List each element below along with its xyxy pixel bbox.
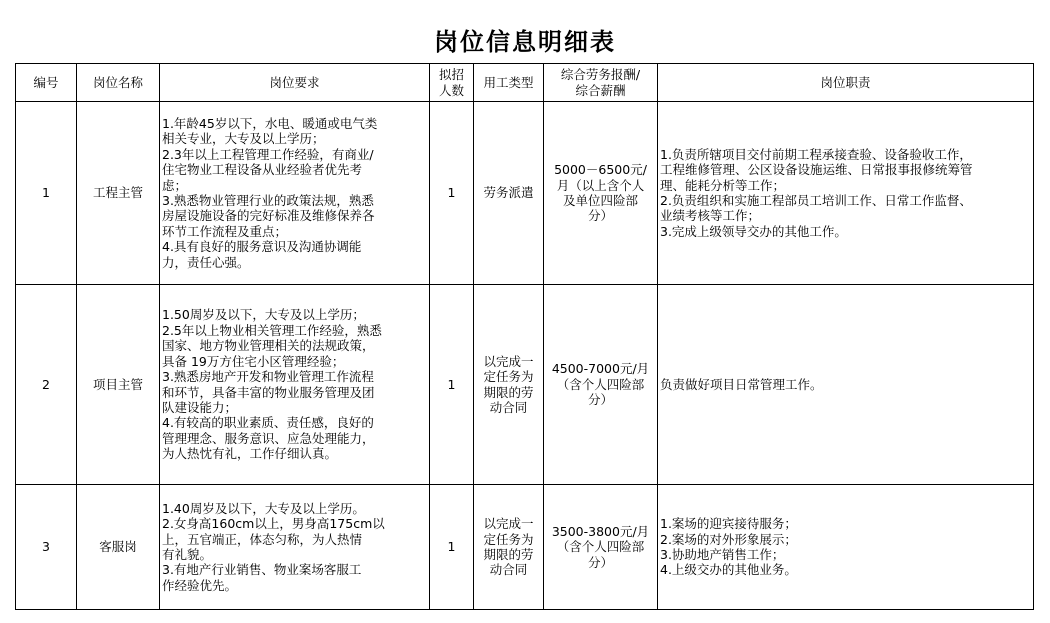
- requirement-line: 国家、地方物业管理相关的法规政策，: [162, 338, 375, 354]
- cell-count: 1: [430, 102, 474, 285]
- type-line: 期限的劳: [483, 384, 534, 400]
- table-row: [16, 285, 1034, 485]
- header-type: 用工类型: [474, 64, 544, 102]
- duty-line: 业绩考核等工作；: [660, 208, 761, 224]
- salary-line: 分）: [587, 208, 613, 224]
- duty-line: 1.案场的迎宾接待服务；: [660, 516, 797, 532]
- requirement-line: 有礼貌。: [162, 547, 213, 562]
- header-salary: [544, 64, 658, 102]
- requirement-line: 1.40周岁及以下，大专及以上学历。: [162, 500, 365, 516]
- header-duty: 岗位职责: [658, 64, 1034, 102]
- table-body: [16, 102, 1034, 610]
- header-req: 岗位要求: [160, 64, 430, 102]
- salary-line: 3500-3800元/月: [551, 523, 650, 539]
- requirement-line: 2.5年以上物业相关管理工作经验，熟悉: [162, 322, 382, 338]
- header-row: [16, 64, 1034, 102]
- header-salary-line: 综合劳务报酬/: [560, 67, 641, 83]
- requirement-line: 3.熟悉房地产开发和物业管理工作流程: [162, 369, 374, 385]
- requirement-line: 具备 19万方住宅小区管理经验；: [162, 353, 345, 369]
- cell-requirements: [160, 485, 430, 610]
- salary-line: 4500-7000元/月: [551, 361, 650, 377]
- salary-line: 分）: [587, 392, 613, 408]
- cell-requirements: [160, 102, 430, 285]
- salary-line: （含个人四险部: [556, 376, 645, 392]
- type-line: 以完成一: [483, 516, 534, 532]
- requirement-line: 虑；: [162, 177, 188, 193]
- cell-salary: [544, 485, 658, 610]
- requirement-line: 4.有较高的职业素质、责任感，良好的: [162, 415, 374, 431]
- requirement-line: 作经验优先。: [162, 577, 238, 593]
- cell-salary: [544, 285, 658, 485]
- requirement-line: 为人热忱有礼，工作仔细认真。: [162, 446, 338, 462]
- salary-line: 月（以上含个人: [556, 177, 645, 193]
- requirement-line: 3.有地产行业销售、物业案场客服工: [162, 562, 362, 578]
- requirement-line: 力，责任心强。: [162, 254, 250, 270]
- cell-count: 1: [430, 285, 474, 485]
- header-count-line: 拟招: [438, 67, 464, 83]
- type-line: 动合同: [489, 562, 528, 578]
- table-row: [16, 102, 1034, 285]
- duty-line: 理、能耗分析等工作；: [660, 177, 786, 193]
- page-title: 岗位信息明细表: [434, 27, 616, 56]
- requirement-line: 4.具有良好的服务意识及沟通协调能: [162, 239, 362, 255]
- salary-line: （含个人四险部: [556, 539, 645, 555]
- requirement-line: 环节工作流程及重点；: [162, 223, 288, 239]
- duty-line: 2.负责组织和实施工程部员工培训工作、日常工作监督、: [660, 193, 972, 208]
- duty-line: 2.案场的对外形象展示；: [660, 531, 797, 547]
- cell-type: [474, 285, 544, 485]
- table-row: [16, 485, 1034, 610]
- job-table: [15, 63, 1034, 610]
- cell-duty: [658, 285, 1034, 485]
- type-line: 动合同: [489, 399, 528, 415]
- cell-no: 2: [16, 285, 77, 485]
- requirement-line: 2.3年以上工程管理工作经验，有商业/: [162, 146, 374, 162]
- requirement-line: 3.熟悉物业管理行业的政策法规，熟悉: [162, 193, 374, 208]
- requirement-line: 2.女身高160cm以上，男身高175cm以: [162, 516, 385, 532]
- cell-duty: [658, 102, 1034, 285]
- requirement-line: 房屋设施设备的完好标准及维修保养各: [162, 208, 375, 224]
- type-line: 以完成一: [483, 353, 534, 369]
- cell-name: 客服岗: [77, 485, 160, 610]
- duty-line: 3.协助地产销售工作；: [660, 547, 785, 562]
- header-name: 岗位名称: [77, 64, 160, 102]
- requirement-line: 住宅物业工程设备从业经验者优先考: [162, 162, 363, 178]
- cell-name: 项目主管: [77, 285, 160, 485]
- cell-name: 工程主管: [77, 102, 160, 285]
- duty-line: 4.上级交办的其他业务。: [660, 562, 797, 578]
- duty-line: 工程维修管理、公区设备设施运维、日常报事报修统筹管: [660, 162, 973, 178]
- requirement-line: 1.50周岁及以下，大专及以上学历；: [162, 307, 365, 323]
- cell-no: 3: [16, 485, 77, 610]
- header-count-line: 人数: [438, 82, 464, 98]
- requirement-line: 管理理念、服务意识、应急处理能力，: [162, 430, 375, 446]
- type-line: 定任务为: [483, 531, 534, 547]
- duty-line: 负责做好项目日常管理工作。: [660, 376, 823, 392]
- cell-salary: [544, 102, 658, 285]
- header-count: [430, 64, 474, 102]
- type-line: 定任务为: [483, 369, 534, 385]
- cell-no: 1: [16, 102, 77, 285]
- cell-type: [474, 485, 544, 610]
- salary-line: 及单位四险部: [562, 193, 638, 208]
- cell-type: [474, 102, 544, 285]
- duty-line: 3.完成上级领导交办的其他工作。: [660, 223, 847, 239]
- type-line: 劳务派遣: [483, 185, 534, 201]
- type-line: 期限的劳: [483, 547, 534, 562]
- cell-requirements: [160, 285, 430, 485]
- header-no: 编号: [16, 64, 77, 102]
- requirement-line: 相关专业，大专及以上学历；: [162, 131, 325, 147]
- salary-line: 5000－6500元/: [554, 162, 647, 178]
- requirement-line: 上，五官端正，体态匀称，为人热情: [162, 531, 363, 547]
- requirement-line: 1.年龄45岁以下，水电、暖通或电气类: [162, 115, 378, 131]
- header-salary-line: 综合薪酬: [575, 82, 626, 98]
- duty-line: 1.负责所辖项目交付前期工程承接查验、设备验收工作，: [660, 146, 972, 162]
- requirement-line: 队建设能力；: [162, 399, 238, 415]
- salary-line: 分）: [587, 554, 613, 570]
- requirement-line: 和环节，具备丰富的物业服务管理及团: [162, 384, 375, 400]
- cell-duty: [658, 485, 1034, 610]
- cell-count: 1: [430, 485, 474, 610]
